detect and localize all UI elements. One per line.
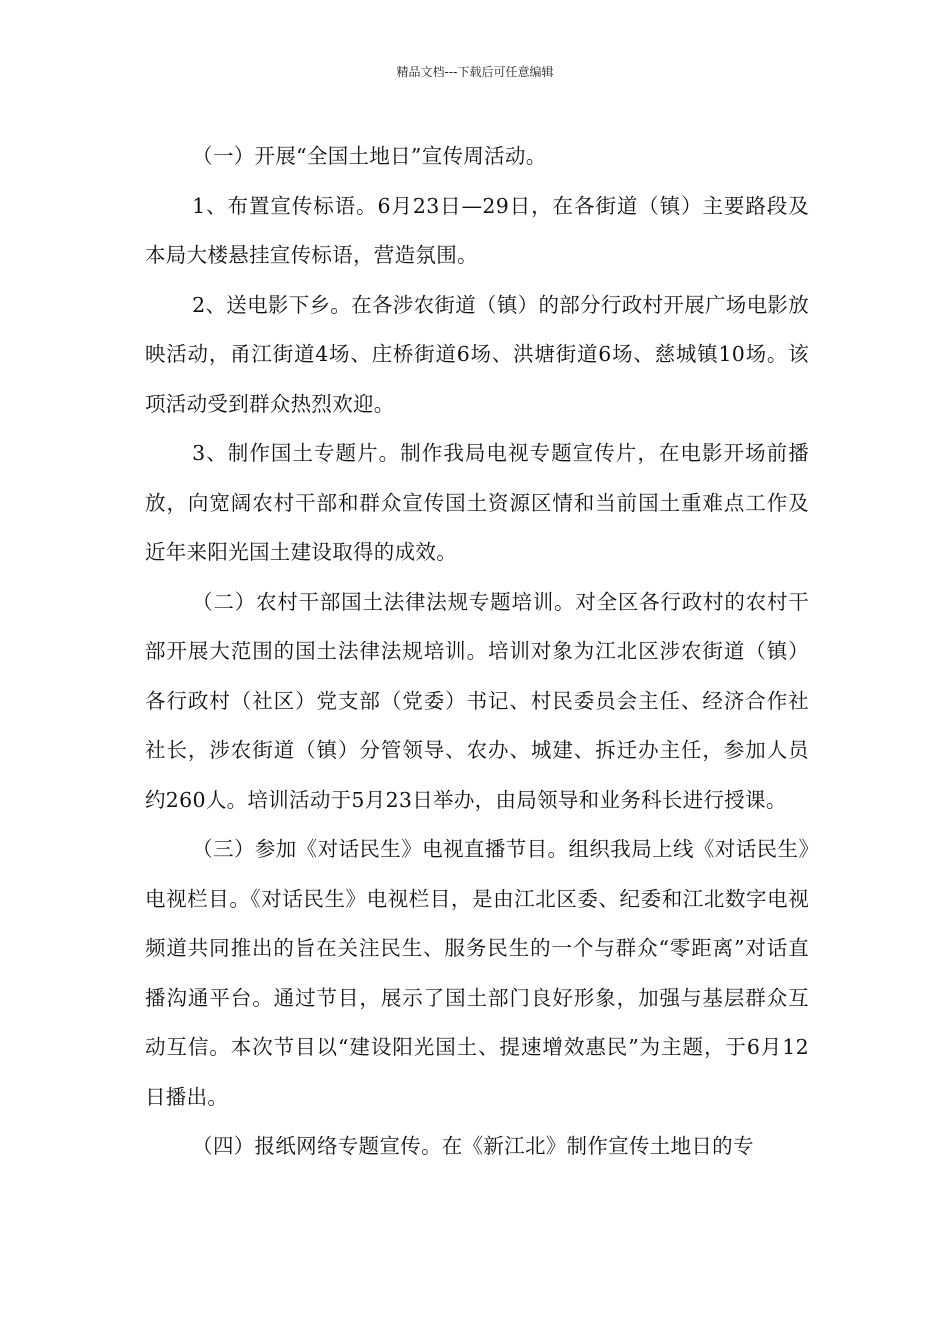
paragraph-5: （二）农村干部国土法律法规专题培训。对全区各行政村的农村干部开展大范围的国土法律法规培训。培训对象为江北区涉农街道（镇）各行政村（社区）党支部（党委）书记、村民委员会主任、经济合作社社长，涉农街道（镇）分管领导、农办、城建、拆迁办主任，参加人员约260人。培训活动于5月23日举办，由局领导和业务科长进行授课。 (145, 589, 809, 812)
paragraph-7: （四）报纸网络专题宣传。在《新江北》制作宣传土地日的专 (192, 1134, 754, 1158)
paragraph-4: 3、制作国土专题片。制作我局电视专题宣传片，在电影开场前播放，向宽阔农村干部和群众宣传国土资源区情和当前国土重难点工作及近年来阳光国土建设取得的成效。 (145, 441, 809, 564)
paragraph-6: （三）参加《对话民生》电视直播节目。组织我局上线《对话民生》电视栏目。《对话民生》电视栏目，是由江北区委、纪委和江北数字电视频道共同推出的旨在关注民生、服务民生的一个与群众“零距离”对话直播沟通平台。通过节目，展示了国土部门良好形象，加强与基层群众互动互信。本次节目以“建设阳光国土、提速增效惠民”为主题，于6月12日播出。 (145, 837, 809, 1109)
paragraph-2: 1、布置宣传标语。6月23日—29日，在各街道（镇）主要路段及本局大楼悬挂宣传标语，营造氛围。 (145, 193, 809, 267)
page-header: 精品文档---下载后可任意编辑 (396, 65, 554, 79)
paragraph-3: 2、送电影下乡。在各涉农街道（镇）的部分行政村开展广场电影放映活动，甬江街道4场、庄桥街道6场、洪塘街道6场、慈城镇10场。该项活动受到群众热烈欢迎。 (145, 292, 809, 416)
document-body (145, 132, 809, 1172)
paragraph-1: （一）开展“全国土地日”宣传周活动。 (192, 144, 547, 168)
